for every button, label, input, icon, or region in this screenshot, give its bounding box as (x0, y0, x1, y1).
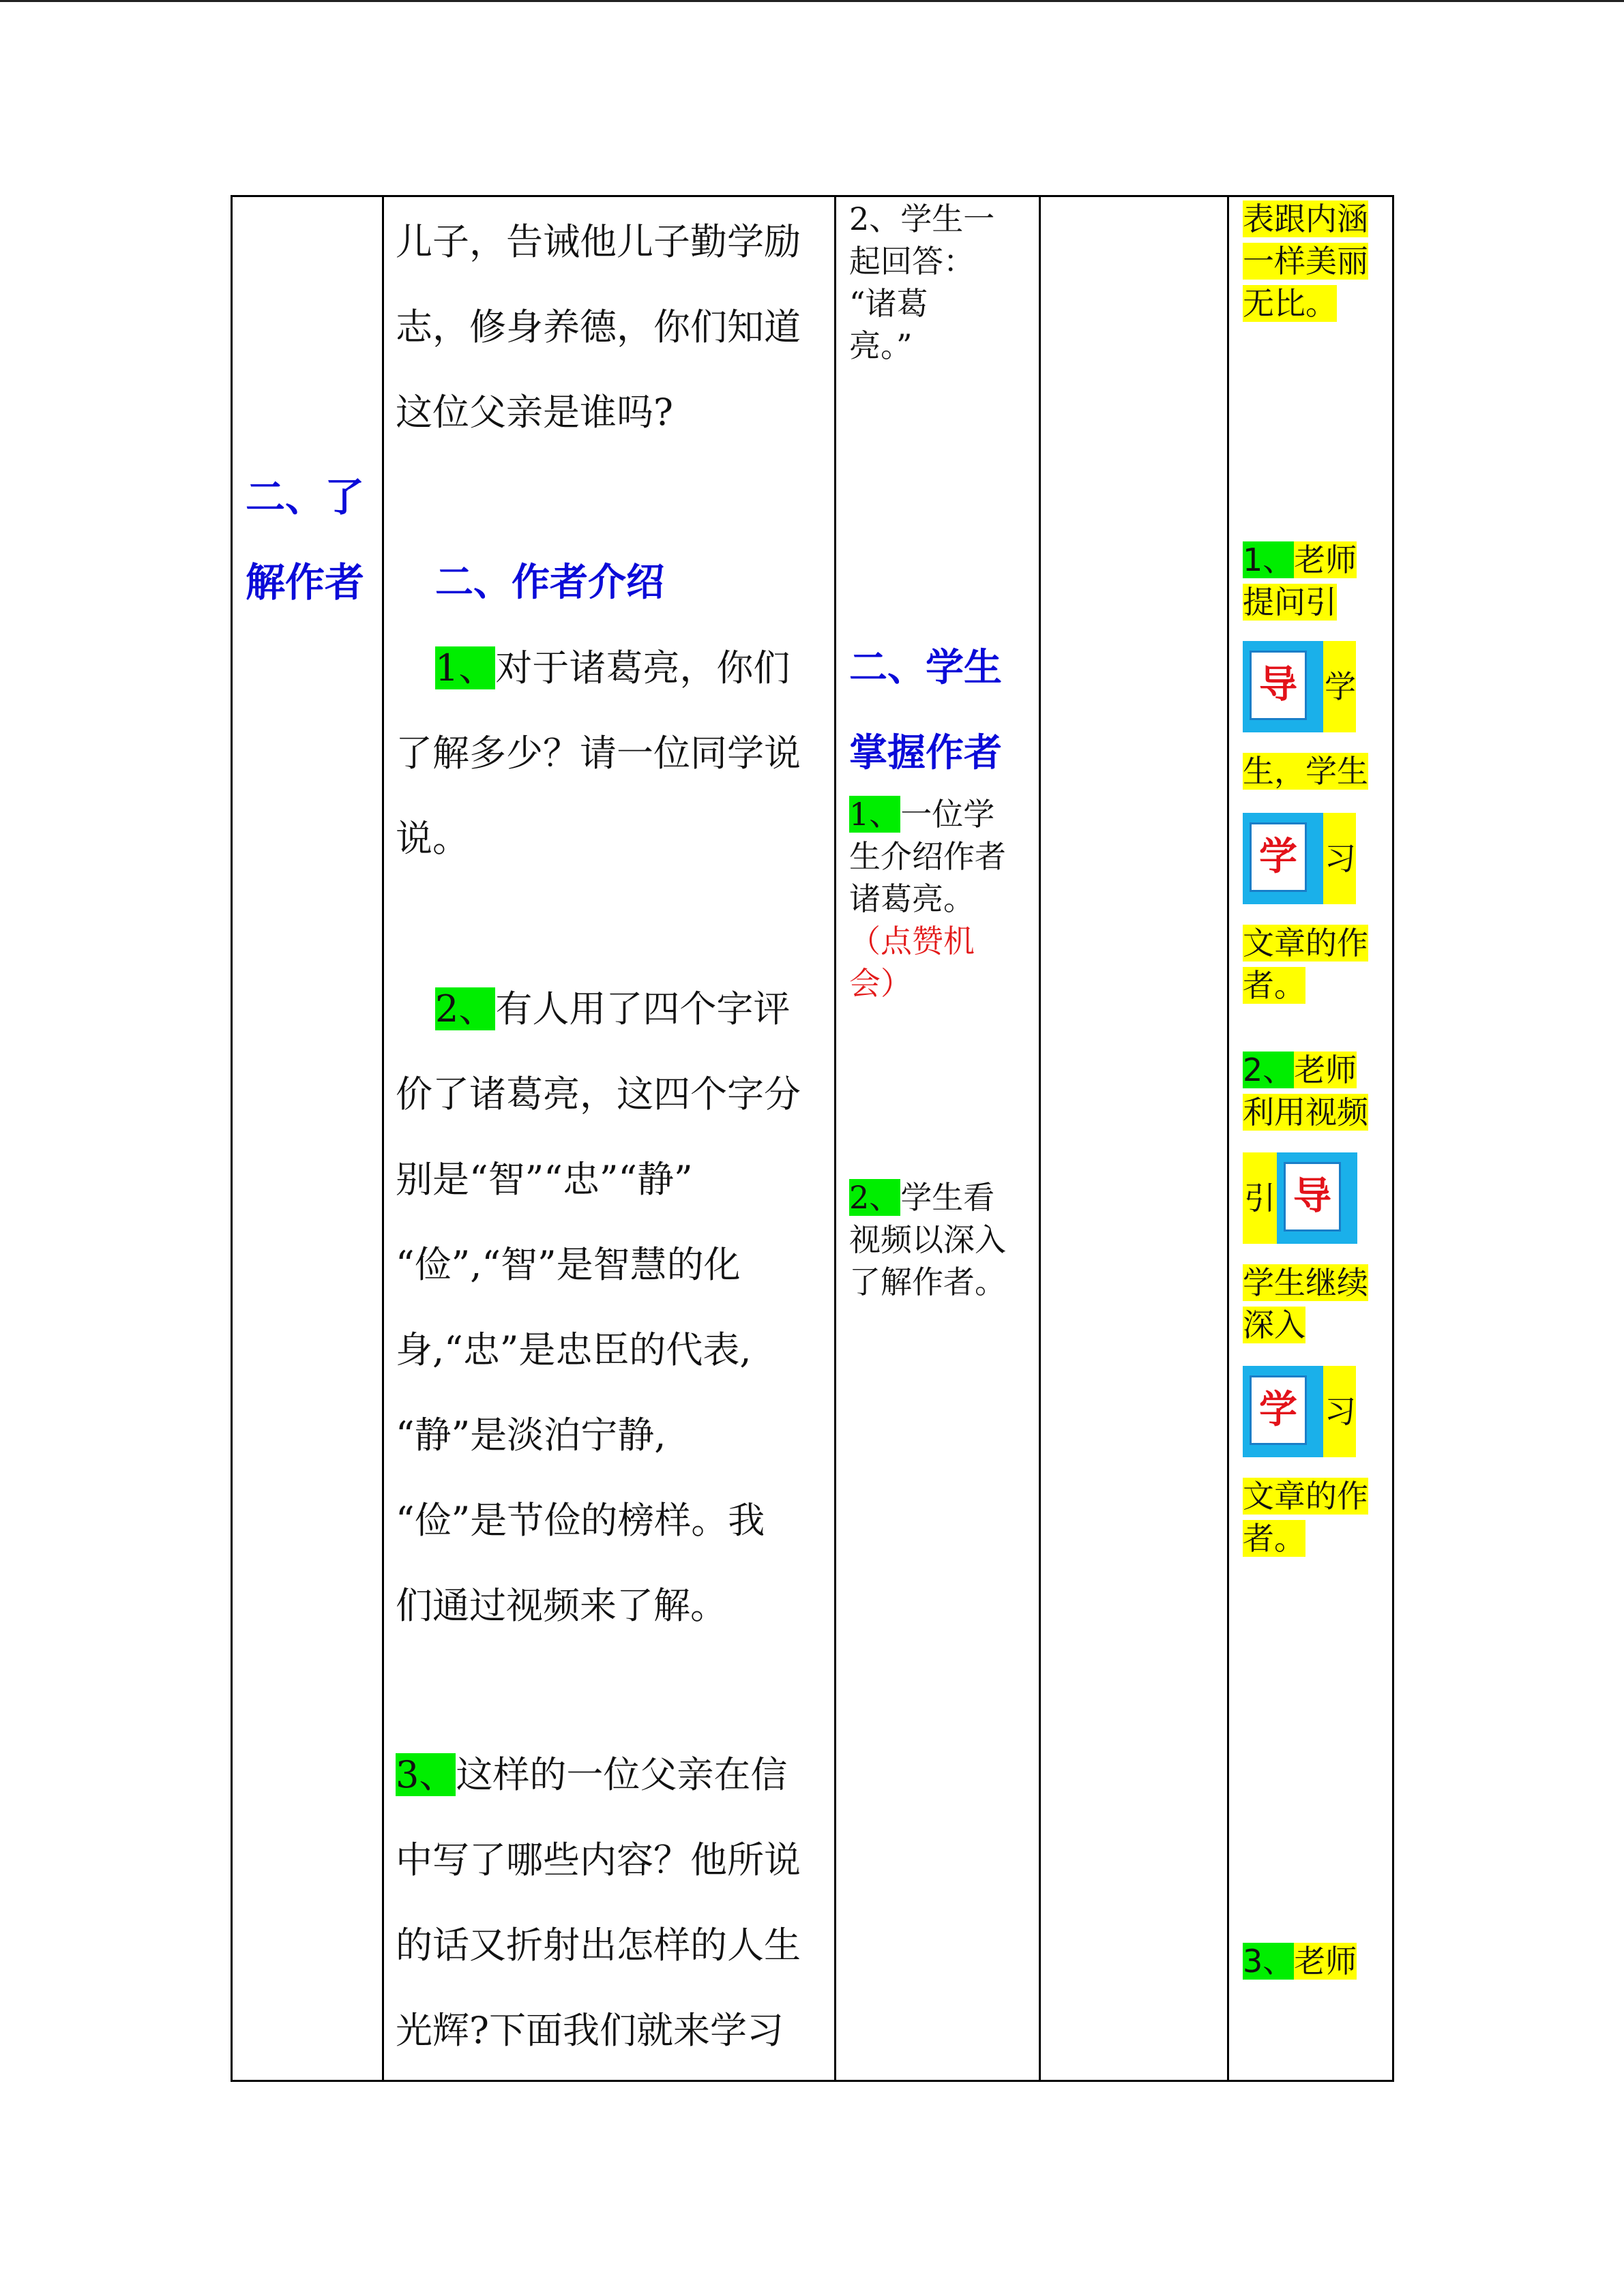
text-line: 老师 (1294, 1943, 1357, 1980)
text-line: 价了诸葛亮，这四个字分 (396, 1073, 801, 1116)
design-intent-line (1243, 750, 1379, 792)
item-number: 1、 (849, 796, 901, 833)
section-label-line: 二、了 (246, 474, 365, 520)
learn-badge (1243, 1366, 1323, 1457)
teacher-content-q3 (396, 1732, 832, 2073)
text-line: 利用视频 (1243, 1094, 1368, 1131)
text-line: 这样的一位父亲在信 (456, 1753, 788, 1796)
text-line: 者。 (1243, 1520, 1305, 1557)
table-top-border (231, 195, 1394, 197)
step-number: 2、 (1243, 1052, 1295, 1088)
question-2-line (396, 966, 832, 1052)
guide-badge (1277, 1152, 1357, 1244)
text-line: 学 (1325, 668, 1356, 705)
text-line: 老师 (1294, 541, 1357, 578)
text-line: 无比。 (1243, 285, 1337, 322)
text-line: 了解作者。 (849, 1264, 1006, 1300)
text-line: “俭”是节俭的榜样。我 (396, 1499, 765, 1542)
question-number: 2、 (435, 987, 496, 1030)
student-item-1 (849, 793, 1033, 1004)
text-line: 深入 (1243, 1307, 1305, 1343)
text-line: 老师 (1294, 1052, 1357, 1088)
badge-lead (1243, 1152, 1277, 1244)
step-number: 1、 (1243, 541, 1295, 578)
text-line: 一样美丽 (1243, 243, 1368, 280)
question-number: 3、 (396, 1753, 456, 1796)
learn-badge-icon: 学 (1250, 1375, 1307, 1445)
text-line: 别是“智”“忠”“静” (396, 1158, 693, 1201)
text-line: 学生继续 (1243, 1264, 1368, 1301)
question-3-line (396, 1732, 832, 1817)
text-line: 说。 (396, 817, 469, 860)
author-intro-heading: 二、作者介绍 (435, 560, 664, 605)
text-line: 们通过视频来了解。 (396, 1584, 727, 1627)
section-label (246, 455, 375, 625)
text-line: 中写了哪些内容？他所说 (396, 1838, 801, 1881)
col-border-6 (1392, 195, 1394, 2082)
item-2-line (849, 1176, 1033, 1219)
teacher-content-q2 (396, 966, 832, 1648)
col-border-3 (834, 195, 836, 2082)
page-top-border (0, 0, 1624, 2)
text-line: 儿子，告诫他儿子勤学励 (396, 220, 801, 263)
student-heading-line: 掌握作者 (849, 730, 1002, 775)
col-border-2 (382, 195, 384, 2082)
text-line: 提问引 (1243, 584, 1337, 621)
text-line: 学生看 (900, 1179, 995, 1216)
col-border-5 (1227, 195, 1229, 2082)
design-intent-top (1243, 198, 1379, 325)
text-line: 2、学生一 (849, 200, 995, 237)
design-intent-line (1243, 1262, 1379, 1346)
section-label-line: 解作者 (246, 559, 365, 606)
badge-tail (1323, 813, 1356, 904)
text-line: 生，学生 (1243, 753, 1368, 790)
learn-badge (1243, 813, 1323, 904)
col-border-4 (1039, 195, 1041, 2082)
text-line: 视频以深入 (849, 1221, 1006, 1258)
text-line: “诸葛 (849, 285, 928, 322)
text-line: “俭”,“智”是智慧的化 (396, 1243, 741, 1286)
design-intent-step-3 (1243, 1940, 1379, 1982)
item-1-line (849, 793, 1033, 835)
text-line: 引 (1244, 1180, 1275, 1217)
text-line: 了解多少？请一位同学说 (396, 732, 801, 775)
step-number: 3、 (1243, 1943, 1295, 1980)
text-line: 习 (1325, 1393, 1356, 1430)
student-answer (849, 198, 1033, 367)
text-line: 有人用了四个字评 (495, 987, 791, 1030)
student-heading-line: 二、学生 (849, 645, 1002, 690)
student-item-2 (849, 1176, 1033, 1303)
badge-tail (1323, 1366, 1356, 1457)
text-line: 光辉?下面我们就来学习 (396, 2009, 784, 2052)
text-line: 对于诸葛亮，你们 (495, 646, 791, 689)
student-heading (849, 625, 1033, 796)
praise-note: （点赞机 (849, 923, 975, 959)
text-line: 这位父亲是谁吗? (396, 391, 673, 434)
text-line: 亮。” (849, 327, 913, 364)
learn-badge-icon: 学 (1250, 822, 1307, 892)
badge-tail (1323, 641, 1356, 732)
text-line: 起回答： (849, 243, 975, 280)
text-line: 生介绍作者 (849, 838, 1006, 875)
text-line: 文章的作 (1243, 925, 1368, 961)
guide-badge-icon: 导 (1284, 1162, 1341, 1232)
text-line: 者。 (1243, 967, 1305, 1004)
teacher-content (396, 199, 832, 881)
text-line: 身,“忠”是忠臣的代表, (396, 1328, 752, 1371)
guide-badge (1243, 641, 1323, 732)
question-1-line (396, 625, 832, 711)
col-border-1 (231, 195, 233, 2082)
text-line: “静”是淡泊宁静, (396, 1414, 666, 1457)
item-number: 2、 (849, 1179, 901, 1216)
text-line: 习 (1325, 840, 1356, 877)
design-intent-step-2 (1243, 1049, 1379, 1133)
question-number: 1、 (435, 646, 496, 689)
design-intent-step-1 (1243, 539, 1379, 623)
text-line: 志，修身养德，你们知道 (396, 305, 801, 348)
design-intent-line (1243, 1475, 1379, 1560)
text-line: 文章的作 (1243, 1478, 1368, 1515)
praise-note: 会） (849, 965, 912, 1002)
text-line: 一位学 (900, 796, 995, 833)
text-line: 表跟内涵 (1243, 200, 1368, 237)
design-intent-line (1243, 922, 1379, 1007)
table-bottom-border (231, 2080, 1394, 2082)
text-line: 的话又折射出怎样的人生 (396, 1924, 801, 1967)
text-line: 诸葛亮。 (849, 880, 975, 917)
guide-badge-icon: 导 (1250, 651, 1307, 720)
